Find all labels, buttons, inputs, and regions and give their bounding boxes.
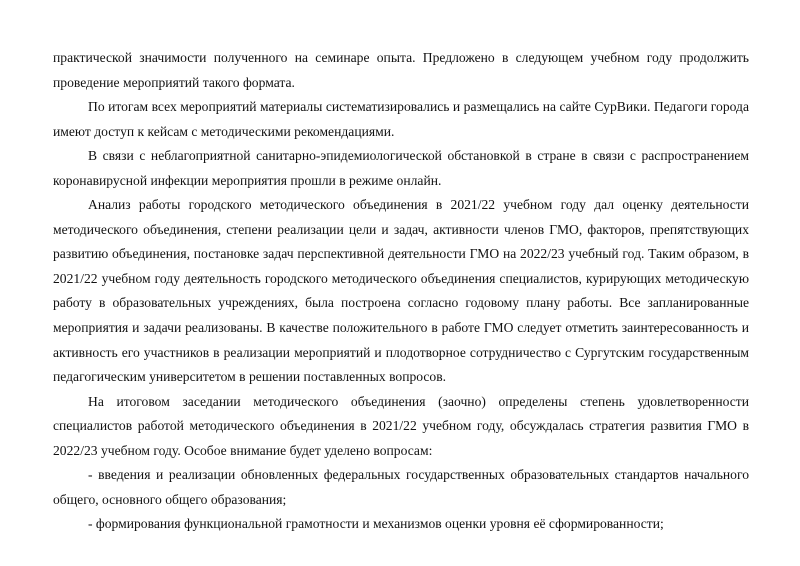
- text-line: проведение мероприятий такого формата.: [53, 74, 295, 90]
- text-line: специалистов работой методического объединения в 2021/22 учебном году, обсуждалась стратегия развития ГМО в: [53, 418, 749, 434]
- text-line: практической значимости полученного на семинаре опыта. Предложено в следующем учебном году продолжить: [53, 50, 749, 65]
- text-line: По итогам всех мероприятий материалы систематизировались и размещались на сайте СурВики. Педагоги города: [88, 99, 749, 115]
- text-line: Анализ работы городского методического объединения в 2021/22 учебном году дал оценку деятельности: [88, 197, 749, 213]
- text-line: 2022/23 учебном году. Особое внимание будет уделено вопросам:: [53, 442, 433, 458]
- text-line: работу в образовательных учреждениях, была построена согласно годовому плану работы. Все запланированные: [53, 295, 749, 311]
- text-line: развитию объединения, постановке задач перспективной деятельности ГМО на 2022/23 учебный год. Таким образом, в: [53, 246, 749, 262]
- document-page: [53, 46, 749, 537]
- text-line: методического объединения, степени реализации цели и задач, активности членов ГМО, факторов, препятствующих: [53, 221, 749, 237]
- text-line: общего, основного общего образования;: [53, 491, 287, 507]
- paragraph: [53, 144, 749, 193]
- text-line: - введения и реализации обновленных федеральных государственных образовательных стандартов начального: [88, 467, 749, 483]
- paragraph: [53, 95, 749, 144]
- text-line: имеют доступ к кейсам с методическими рекомендациями.: [53, 123, 395, 139]
- paragraph: [53, 46, 749, 95]
- text-line: коронавирусной инфекции мероприятия прошли в режиме онлайн.: [53, 172, 442, 188]
- text-line: - формирования функциональной грамотности и механизмов оценки уровня её сформированности;: [88, 516, 664, 532]
- text-line: 2021/22 учебном году деятельность городского методического объединения специалистов, курирующих методическую: [53, 270, 749, 286]
- paragraph: [53, 512, 749, 537]
- text-line: активность его участников в реализации мероприятий и плодотворное сотрудничество с Сургутским государственным: [53, 344, 749, 360]
- text-line: педагогическим университетом в решении поставленных вопросов.: [53, 369, 447, 385]
- paragraph: [53, 463, 749, 512]
- text-line: В связи с неблагоприятной санитарно-эпидемиологической обстановкой в стране в связи с распространением: [88, 148, 749, 164]
- paragraph: [53, 193, 749, 389]
- text-line: На итоговом заседании методического объединения (заочно) определены степень удовлетворенности: [88, 393, 749, 409]
- text-line: мероприятия и задачи реализованы. В качестве положительного в работе ГМО следует отметить заинтересованность и: [53, 320, 749, 336]
- paragraph: [53, 390, 749, 464]
